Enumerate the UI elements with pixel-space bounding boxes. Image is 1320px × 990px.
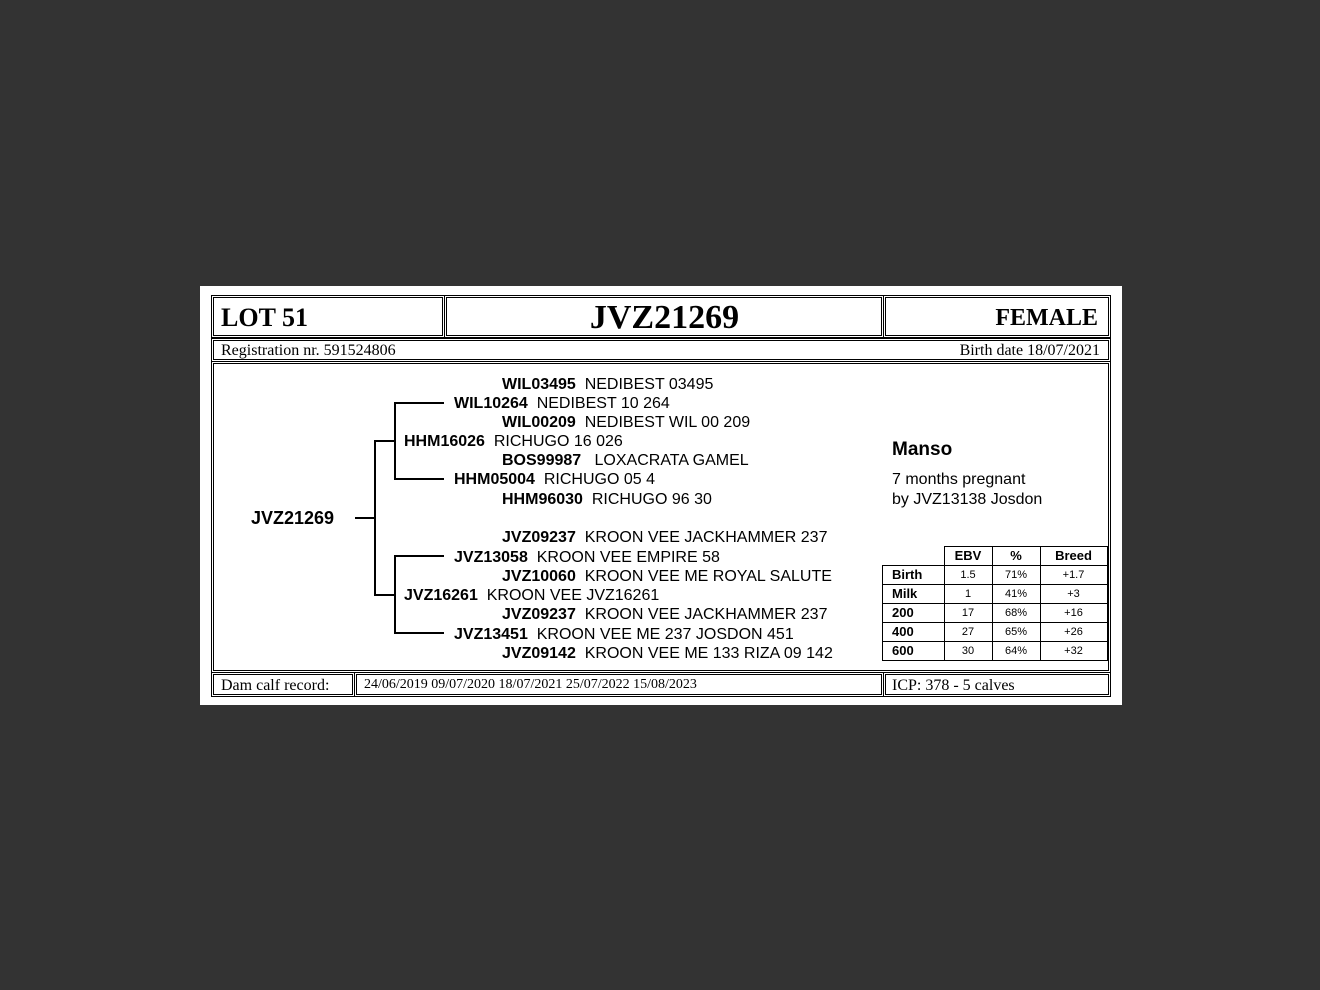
- pct-value: 65%: [992, 623, 1040, 642]
- ebv-table: [882, 546, 1108, 661]
- parents-vertical: [374, 440, 376, 596]
- pedigree-sss: WIL03495 NEDIBEST 03495: [502, 376, 714, 393]
- subject-connector: [355, 517, 375, 519]
- pedigree-ss: WIL10264 NEDIBEST 10 264: [454, 395, 670, 412]
- row-label: 200: [883, 604, 945, 623]
- lot-number: LOT 51: [221, 303, 308, 332]
- registration-number: Registration nr. 591524806: [221, 342, 396, 359]
- pct-value: 41%: [992, 585, 1040, 604]
- pct-value: 64%: [992, 642, 1040, 661]
- ebv-value: 30: [944, 642, 992, 661]
- pedigree-sdd: HHM96030 RICHUGO 96 30: [502, 491, 712, 508]
- dam-connector: [374, 594, 396, 596]
- table-row: [883, 585, 1108, 604]
- pedigree-dds: JVZ09237 KROON VEE JACKHAMMER 237: [502, 606, 828, 623]
- dam-calf-record-label: Dam calf record:: [221, 677, 330, 694]
- pct-header: %: [992, 547, 1040, 566]
- row-label: 400: [883, 623, 945, 642]
- birth-date: Birth date 18/07/2021: [959, 342, 1100, 359]
- animal-name: Manso: [892, 439, 953, 460]
- pedigree-sd: HHM05004 RICHUGO 05 4: [454, 471, 655, 488]
- breed-value: +32: [1040, 642, 1107, 661]
- pedigree-sire: HHM16026 RICHUGO 16 026: [404, 433, 623, 450]
- pedigree-ddd: JVZ09142 KROON VEE ME 133 RIZA 09 142: [502, 645, 833, 662]
- sire-grandparents-vertical: [394, 402, 396, 480]
- service-sire-note: by JVZ13138 Josdon: [892, 491, 1043, 508]
- pedigree-dss: JVZ09237 KROON VEE JACKHAMMER 237: [502, 529, 828, 546]
- table-row: [883, 604, 1108, 623]
- pedigree-dd: JVZ13451 KROON VEE ME 237 JOSDON 451: [454, 626, 794, 643]
- ss-connector: [394, 402, 444, 404]
- dd-connector: [394, 632, 444, 634]
- pedigree-sds: BOS99987 LOXACRATA GAMEL: [502, 452, 749, 469]
- breed-header: Breed: [1040, 547, 1107, 566]
- pregnancy-note: 7 months pregnant: [892, 471, 1026, 488]
- dam-grandparents-vertical: [394, 555, 396, 634]
- calf-dates: 24/06/2019 09/07/2020 18/07/2021 25/07/2022 15/08/2023: [364, 677, 697, 692]
- pedigree-dsd: JVZ10060 KROON VEE ME ROYAL SALUTE: [502, 568, 832, 585]
- row-label: Birth: [883, 566, 945, 585]
- animal-id-title: JVZ21269: [589, 299, 740, 336]
- table-row: [883, 642, 1108, 661]
- ebv-value: 1.5: [944, 566, 992, 585]
- pedigree-ssd: WIL00209 NEDIBEST WIL 00 209: [502, 414, 751, 431]
- icp-summary: ICP: 378 - 5 calves: [892, 677, 1015, 694]
- sire-connector: [374, 440, 396, 442]
- breed-value: +16: [1040, 604, 1107, 623]
- ds-connector: [394, 555, 444, 557]
- row-label: Milk: [883, 585, 945, 604]
- ebv-value: 27: [944, 623, 992, 642]
- table-row: [883, 566, 1108, 585]
- sd-connector: [394, 478, 444, 480]
- subject-id: JVZ21269: [251, 508, 335, 528]
- ebv-value: 1: [944, 585, 992, 604]
- table-row: [883, 623, 1108, 642]
- ebv-value: 17: [944, 604, 992, 623]
- pedigree-ds: JVZ13058 KROON VEE EMPIRE 58: [454, 549, 720, 566]
- breed-value: +1.7: [1040, 566, 1107, 585]
- ebv-header-row: [883, 547, 1108, 566]
- pct-value: 71%: [992, 566, 1040, 585]
- breed-value: +26: [1040, 623, 1107, 642]
- pedigree-dam: JVZ16261 KROON VEE JVZ16261: [404, 587, 660, 604]
- ebv-header: EBV: [944, 547, 992, 566]
- breed-value: +3: [1040, 585, 1107, 604]
- sex-label: FEMALE: [995, 305, 1098, 331]
- row-label: 600: [883, 642, 945, 661]
- pct-value: 68%: [992, 604, 1040, 623]
